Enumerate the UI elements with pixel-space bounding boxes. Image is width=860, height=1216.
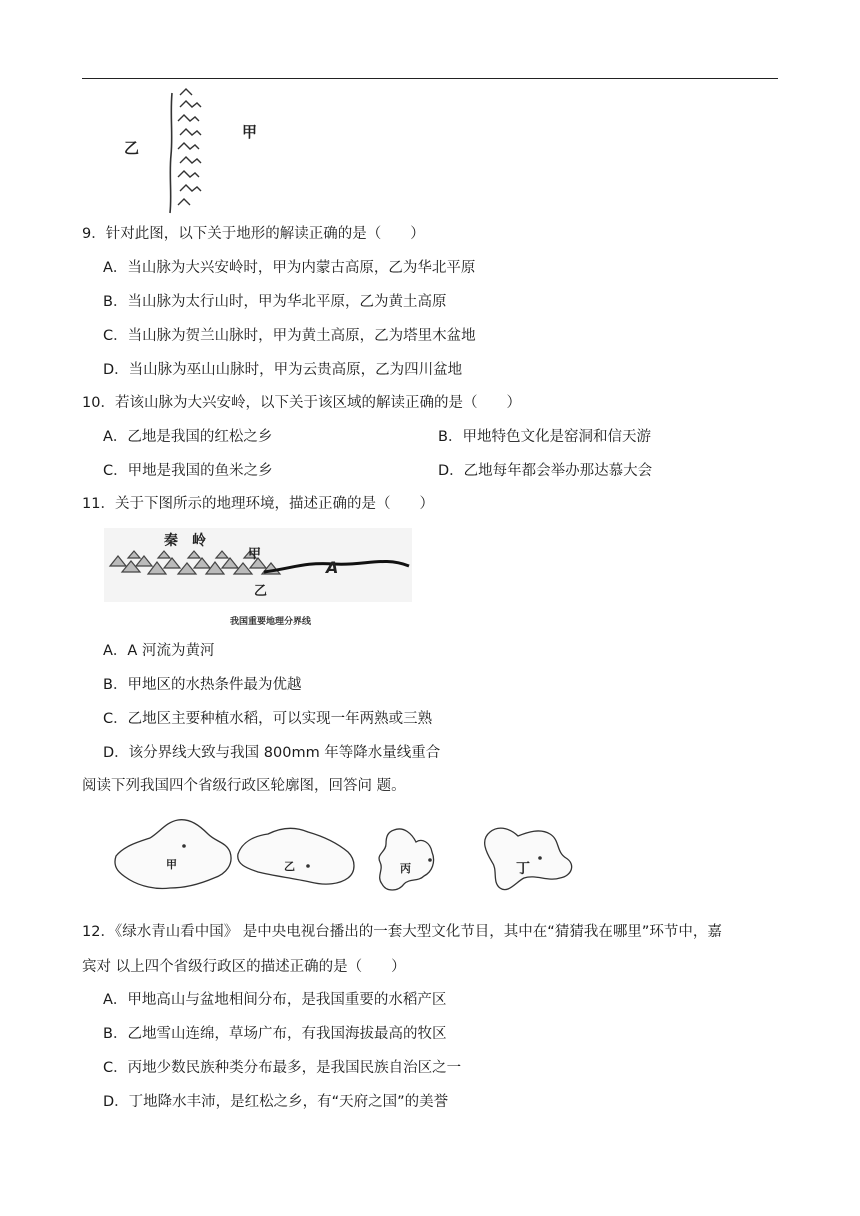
q12-option-d: D．丁地降水丰沛，是红松之乡，有“天府之国”的美誉 — [103, 1094, 449, 1110]
q9-option-c: C．当山脉为贺兰山脉时，甲为黄土高原，乙为塔里木盆地 — [103, 328, 476, 344]
q11-option-a: A．A 河流为黄河 — [103, 643, 215, 659]
qinling-mountain-label: 秦 岭 — [164, 533, 206, 549]
q11-option-c: C．乙地区主要种植水稻，可以实现一年两熟或三熟 — [103, 711, 433, 727]
q11-option-d: D．该分界线大致与我国 800mm 年等降水量线重合 — [103, 745, 441, 761]
q12-option-a: A．甲地高山与盆地相间分布，是我国重要的水稻产区 — [103, 992, 447, 1008]
q9-option-d: D．当山脉为巫山山脉时，甲为云贵高原，乙为四川盆地 — [103, 362, 463, 378]
passage-intro: 阅读下列我国四个省级行政区轮廓图，回答问 题。 — [82, 778, 406, 794]
q12-option-b: B．乙地雪山连绵，草场广布，有我国海拔最高的牧区 — [103, 1026, 447, 1042]
qinling-north-label: 甲 — [248, 547, 262, 562]
q12-stem-line2: 宾对 以上四个省级行政区的描述正确的是（ ） — [82, 959, 406, 975]
q12-option-c: C．丙地少数民族种类分布最多，是我国民族自治区之一 — [103, 1060, 462, 1076]
q9-option-a: A．当山脉为大兴安岭时，甲为内蒙古高原，乙为华北平原 — [103, 260, 476, 276]
province-yi-outline — [238, 828, 354, 884]
province-label-jia: 甲 — [166, 858, 177, 871]
q10-option-c: C．甲地是我国的鱼米之乡 — [103, 463, 273, 479]
q10-stem: 10．若该山脉为大兴安岭，以下关于该区域的解读正确的是（ ） — [82, 395, 521, 411]
province-outlines-figure — [104, 812, 594, 904]
province-label-ding: 丁 — [516, 861, 530, 877]
q11-stem: 11．关于下图所示的地理环境，描述正确的是（ ） — [82, 496, 434, 512]
qinling-caption: 我国重要地理分界线 — [230, 617, 312, 627]
qinling-figure — [104, 528, 412, 634]
province-label-bing: 丙 — [400, 862, 411, 875]
q11-option-b: B．甲地区的水热条件最为优越 — [103, 677, 302, 693]
q10-option-d: D．乙地每年都会举办那达慕大会 — [438, 463, 653, 479]
mountain-figure — [110, 85, 270, 215]
q10-option-b: B．甲地特色文化是窑洞和信天游 — [438, 429, 651, 445]
header-rule — [82, 78, 778, 79]
q10-option-a: A．乙地是我国的红松之乡 — [103, 429, 273, 445]
province-label-yi: 乙 — [284, 860, 295, 873]
q9-stem: 9．针对此图，以下关于地形的解读正确的是（ ） — [82, 226, 425, 242]
figure1-label-jia: 甲 — [242, 123, 258, 141]
qinling-river-label: A — [326, 558, 339, 577]
q12-stem-line1: 12．《绿水青山看中国》 是中央电视台播出的一套大型文化节目，其中在“猜猜我在哪里”环节中，嘉 — [82, 924, 722, 940]
figure1-label-yi: 乙 — [124, 139, 140, 157]
qinling-south-label: 乙 — [254, 584, 268, 599]
province-jia-outline — [115, 820, 231, 889]
q9-option-b: B．当山脉为太行山时，甲为华北平原，乙为黄土高原 — [103, 294, 447, 310]
